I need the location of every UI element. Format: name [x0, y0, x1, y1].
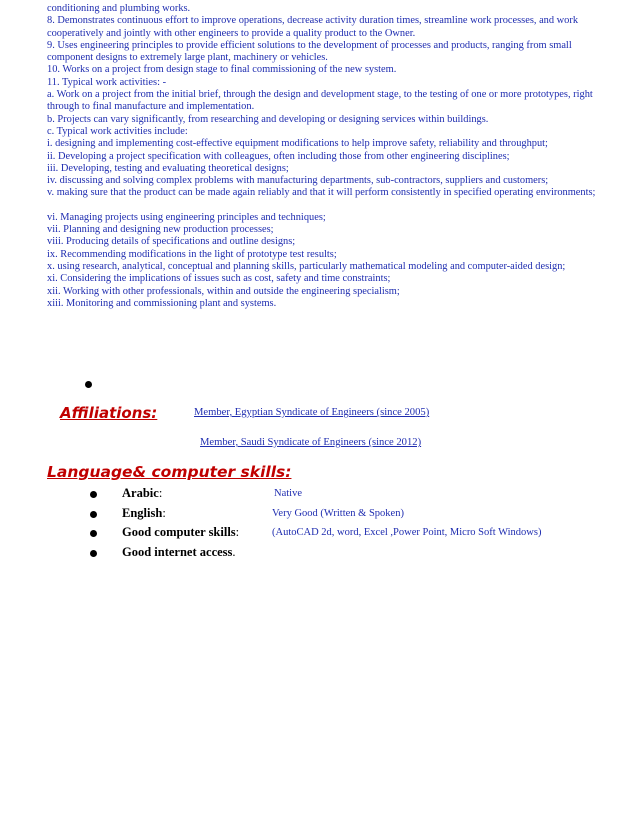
skill-label: Good computer skills:	[122, 525, 240, 539]
bullet-icon	[90, 511, 97, 518]
work-line: a. Work on a project from the initial brief, through the design and development stage, to the testing of one or more prototypes, right	[47, 89, 593, 101]
language-computer-skills-heading: Language& computer skills:	[47, 463, 292, 481]
empty-bullet-icon	[85, 381, 92, 388]
affiliations-heading: Affiliations:	[60, 404, 158, 422]
skill-value: (AutoCAD 2d, word, Excel ,Power Point, Micro Soft Windows)	[272, 527, 542, 538]
work-line: 11. Typical work activities: -	[47, 76, 167, 88]
work-line: x. using research, analytical, conceptual and planning skills, particularly mathematical modeling and computer-aided design;	[47, 260, 566, 272]
work-line: 10. Works on a project from design stage to final commissioning of the new system.	[47, 64, 397, 76]
skill-label: Good internet access.	[122, 545, 236, 559]
work-activities-block	[47, 3, 635, 310]
work-line: vii. Planning and designing new production processes;	[47, 224, 274, 236]
skill-row-internet	[0, 545, 638, 565]
skill-row-computer	[0, 525, 638, 545]
skill-row-english	[0, 506, 638, 526]
skill-label: English:	[122, 506, 166, 520]
affiliation-egyptian-syndicate-link[interactable]: Member, Egyptian Syndicate of Engineers (since 2005)	[194, 407, 430, 418]
affiliation-saudi-syndicate-link[interactable]: Member, Saudi Syndicate of Engineers (since 2012)	[200, 437, 422, 448]
skill-label: Arabic:	[122, 486, 163, 500]
skill-row-arabic	[0, 486, 638, 506]
skill-value: Very Good (Written & Spoken)	[272, 508, 404, 519]
work-line: through to final manufacture and implementation.	[47, 101, 255, 113]
work-line: xiii. Monitoring and commissioning plant and systems.	[47, 297, 277, 309]
work-line: ii. Developing a project specification with colleagues, often including those from other engineering disciplines;	[47, 150, 510, 162]
work-line: iv. discussing and solving complex problems with manufacturing departments, sub-contractors, suppliers and customers;	[47, 175, 549, 187]
work-line: iii. Developing, testing and evaluating theoretical designs;	[47, 162, 289, 174]
bullet-icon	[90, 491, 97, 498]
work-line: v. making sure that the product can be made again reliably and that it will perform consistently in specified operating environments;	[47, 187, 596, 199]
work-line: component designs to extremely large plant, machinery or vehicles.	[47, 52, 328, 64]
bullet-icon	[90, 550, 97, 557]
work-line: conditioning and plumbing works.	[47, 3, 191, 14]
work-line: viii. Producing details of specifications and outline designs;	[47, 236, 296, 248]
work-line: xii. Working with other professionals, within and outside the engineering specialism;	[47, 285, 400, 297]
work-line: c. Typical work activities include:	[47, 125, 188, 137]
skill-value: Native	[274, 488, 302, 499]
work-line: vi. Managing projects using engineering principles and techniques;	[47, 211, 326, 223]
work-line: 8. Demonstrates continuous effort to improve operations, decrease activity duration times, streamline work processes, and work	[47, 15, 579, 27]
work-line: cooperatively and jointly with other engineers to provide a quality product to the Owner.	[47, 27, 416, 39]
paragraph-gap	[47, 200, 635, 212]
bullet-icon	[90, 530, 97, 537]
work-line: xi. Considering the implications of issues such as cost, safety and time constraints;	[47, 273, 391, 285]
work-line: b. Projects can vary significantly, from researching and developing or designing services within buildings.	[47, 113, 489, 125]
work-line: i. designing and implementing cost-effective equipment modifications to help improve safety, reliability and throughput;	[47, 138, 548, 150]
work-line: ix. Recommending modifications in the light of prototype test results;	[47, 248, 337, 260]
work-line: 9. Uses engineering principles to provide efficient solutions to the development of processes and products, ranging from small	[47, 39, 572, 51]
